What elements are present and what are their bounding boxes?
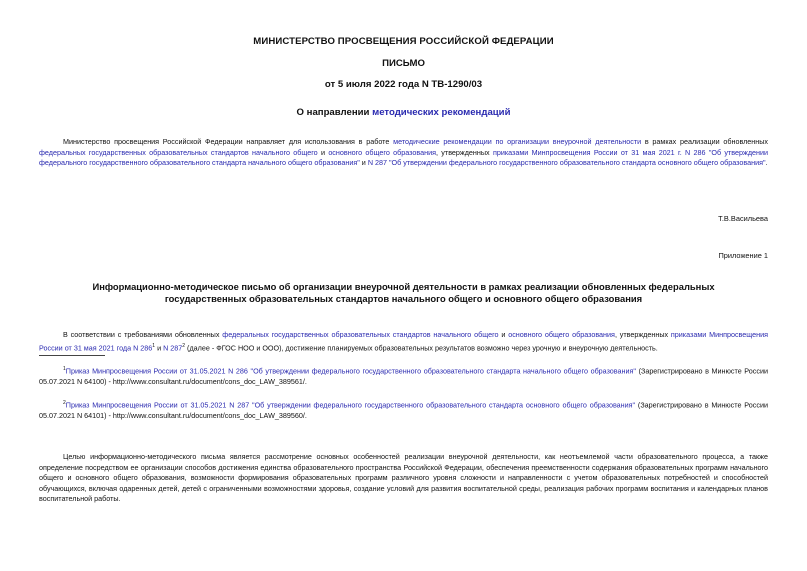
ministry-heading: МИНИСТЕРСТВО ПРОСВЕЩЕНИЯ РОССИЙСКОЙ ФЕДЕРАЦИИ <box>253 36 554 47</box>
intro-text: . <box>765 158 768 168</box>
intro-text: и <box>359 158 368 168</box>
intro-text: в рамках реализации обновленных <box>641 137 768 146</box>
para-text: (далее - ФГОС НОО и ООО), достижение планируемых образовательных результатов возможно через урочную и внеурочную деятельность. <box>185 342 658 352</box>
paragraph-purpose: Целью информационно-методического письма является рассмотрение основных особенностей реализации внеурочной деятельности, как неотъемлемой части образовательного процесса, а также определение посредством ее организации способов достижения единства образовательного пространства Российской Федерации, обеспечения преемственности содержания образовательных программ начального общего и основного общего образования, возможности формирования образовательных программ различного уровня сложности и направленности с учетом образовательных потребностей и способностей обучающихся, включая одаренных детей, детей с ограниченными возможностями здоровья, создание условий для развития воспитательной среды, реализация рабочих программ воспитания и календарных планов воспитательной работы. <box>39 452 768 504</box>
link-fgos-ooo[interactable]: основного общего образования <box>508 330 615 339</box>
link-order-286[interactable]: приказами Минпросвещения России от 31 мая 2021 г. N 286 "Об утверждении федерального государственного образовательного стандарта начального общего образования" <box>39 147 769 168</box>
footnote-1 <box>39 364 768 388</box>
para-text: и <box>155 342 164 352</box>
link-order-287[interactable]: N 287 "Об утверждении федерального государственного образовательного стандарта основного общего образования" <box>367 158 766 168</box>
intro-text: и <box>317 147 329 157</box>
footnote-ref-2[interactable]: 2 <box>182 342 186 349</box>
link-fgos-noo[interactable]: федеральных государственных образовательных стандартов начального общего <box>222 330 499 339</box>
footnote-ref-1[interactable]: 1 <box>152 342 156 349</box>
footnote-divider <box>39 355 105 356</box>
para-text: , утвержденных <box>614 330 671 339</box>
subject-heading <box>0 107 807 118</box>
link-fgos-noo[interactable]: федеральных государственных образовательных стандартов начального общего <box>39 147 318 157</box>
footnote-mark: 1 <box>63 366 66 372</box>
footnote-mark: 2 <box>63 400 66 406</box>
footnote-text: (Зарегистрировано в Минюсте России 05.07.2021 N 64101) - http://www.consultant.ru/document/cons_doc_LAW_389560/. <box>39 400 768 420</box>
paragraph-requirements <box>39 330 768 354</box>
subject-link[interactable]: методических рекомендаций <box>372 107 511 118</box>
subject-prefix: О направлении <box>296 107 373 118</box>
link-methodical-recommendations[interactable]: методические рекомендации по организации внеурочной деятельности <box>393 137 642 146</box>
footnote-text: (Зарегистрировано в Минюсте России 05.07.2021 N 64100) - http://www.consultant.ru/document/cons_doc_LAW_389561/. <box>39 366 769 386</box>
link-orders-286[interactable]: приказами Минпросвещения России от 31 мая 2021 года N 286 <box>39 330 768 352</box>
para-text: В соответствии с требованиями обновленных <box>63 330 223 339</box>
footnote-2 <box>39 398 768 422</box>
signature: Т.В.Васильева <box>718 214 768 223</box>
link-order-286-footnote[interactable]: Приказ Минпросвещения России от 31.05.2021 N 286 "Об утверждении федерального государственного образовательного стандарта начального общего образования" <box>65 366 636 376</box>
appendix-title: Информационно-методическое письмо об организации внеурочной деятельности в рамках реализации обновленных федеральных государственных образовательных стандартов начального общего и основного общего образования <box>92 281 715 304</box>
para-text: и <box>498 330 509 339</box>
appendix-label: Приложение 1 <box>718 251 768 260</box>
doc-type-heading: ПИСЬМО <box>382 58 425 69</box>
date-number-heading: от 5 июля 2022 года N ТВ-1290/03 <box>324 79 483 90</box>
intro-paragraph <box>39 137 768 169</box>
link-order-287[interactable]: N 287 <box>163 342 183 352</box>
intro-text: Министерство просвещения Российской Федерации направляет для использования в работе <box>63 137 394 146</box>
link-order-287-footnote[interactable]: Приказ Минпросвещения России от 31.05.2021 N 287 "Об утверждении федерального государственного образовательного стандарта основного общего образования" <box>65 400 636 410</box>
intro-text: , утвержденных <box>436 147 493 157</box>
link-fgos-ooo[interactable]: основного общего образования <box>328 147 436 157</box>
